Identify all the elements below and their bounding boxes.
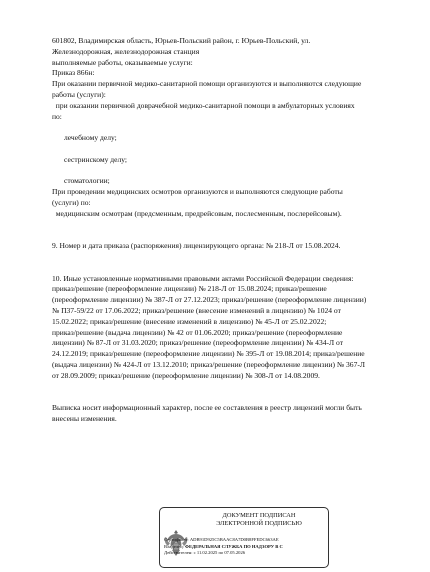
- validity-value: с 11.02.2025 по 07.05.2026: [193, 550, 246, 555]
- section-10-line: лицензии) № 87-Л от 31.03.2020; приказ/решение (переоформление лицензии) № 434-Л от: [52, 338, 343, 348]
- owner-value: ФЕДЕРАЛЬНАЯ СЛУЖБА ПО НАДЗОРУ В С: [185, 543, 283, 549]
- spacer: [52, 263, 412, 274]
- stamp-title: [194, 512, 324, 528]
- section-10-line: приказ/решение (выдача лицензии) № 42 от 01.06.2020; приказ/решение (переоформление: [52, 327, 343, 337]
- primary-care-text: При оказании первичной медико-санитарной помощи организуются и выполняются следующие: [52, 79, 362, 89]
- section-9: 9. Номер и дата приказа (распоряжения) лицензирующего органа: № 218-Л от 15.08.2024.: [52, 241, 341, 251]
- primary-care-text: при оказании первичной доврачебной медико-санитарной помощи в амбулаторных условиях: [52, 100, 355, 110]
- spacer: [52, 122, 412, 133]
- section-10-line: № П37-59/22 от 17.06.2022; приказ/решение (внесение изменений в лицензию) № 1024 от: [52, 305, 341, 315]
- section-10-line: (переоформление лицензии) № 387-Л от 27.12.2023; приказ/решение (переоформление лицензии): [52, 295, 367, 305]
- section-10-line: 10. Иные установленные нормативными правовыми актами Российской Федерации сведения:: [52, 273, 354, 283]
- stamp-title-line: ЭЛЕКТРОННОЙ ПОДПИСЬЮ: [216, 520, 302, 527]
- spacer: [52, 382, 412, 393]
- primary-care-text: по:: [52, 111, 62, 121]
- spacer: [52, 252, 412, 263]
- address-line: Железнодорожная, железнодорожная станция: [52, 46, 200, 56]
- spacer: [52, 220, 412, 231]
- section-10-line: 24.12.2019; приказ/решение (переоформление лицензии) № 395-Л от 19.08.2014; приказ/решение: [52, 349, 365, 359]
- section-10-line: (выдача лицензии) № 424-Л от 13.12.2010; приказ/решение (переоформление лицензии) № 367-Л: [52, 359, 365, 369]
- owner-label: Владелец:: [164, 543, 184, 549]
- service-item: лечебному делу;: [64, 133, 117, 143]
- electronic-signature-stamp: [159, 507, 329, 568]
- section-10-line: 15.02.2022; приказ/решение (внесение изменений в лицензию) № 45-Л от 25.02.2022;: [52, 316, 327, 326]
- medical-exams-text: При проведении медицинских осмотров организуются и выполняются следующие работы: [52, 187, 343, 197]
- address-line: 601802, Владимирская область, Юрьев-Польский район, г. Юрьев-Польский, ул.: [52, 36, 311, 45]
- service-item: стоматологии;: [64, 176, 110, 186]
- spacer: [52, 144, 412, 155]
- order-reference: Приказ 866н:: [52, 68, 95, 78]
- section-10-line: от 28.09.2009; приказ/решение (переоформление лицензии) № 308-Л от 14.08.2009.: [52, 370, 320, 380]
- validity-line: [164, 550, 245, 557]
- footnote-line: внесены изменения.: [52, 413, 117, 423]
- spacer: [52, 230, 412, 241]
- stamp-title-line: ДОКУМЕНТ ПОДПИСАН: [222, 512, 296, 519]
- works-intro: выполняемые работы, оказываемые услуги:: [52, 57, 193, 67]
- validity-label: Действителен:: [164, 550, 193, 555]
- section-10-line: приказ/решение (переоформление лицензии) № 218-Л от 15.08.2024; приказ/решение: [52, 284, 327, 294]
- certificate-label: Сертификат:: [164, 537, 189, 542]
- service-item: сестринскому делу;: [64, 154, 127, 164]
- spacer: [52, 166, 412, 177]
- medical-exams-text: медицинским осмотрам (предсменным, предрейсовым, послесменным, послерейсовым).: [52, 208, 342, 218]
- certificate-value: ADB91D925C5BAAC8A7D0B8FFEDC663AE: [189, 537, 279, 542]
- spacer: [52, 392, 412, 403]
- medical-exams-text: (услуги) по:: [52, 197, 91, 207]
- primary-care-text: работы (услуги):: [52, 89, 106, 99]
- document-body: [52, 36, 412, 425]
- footnote-line: Выписка носит информационный характер, после ее составления в реестр лицензий могли быть: [52, 403, 362, 413]
